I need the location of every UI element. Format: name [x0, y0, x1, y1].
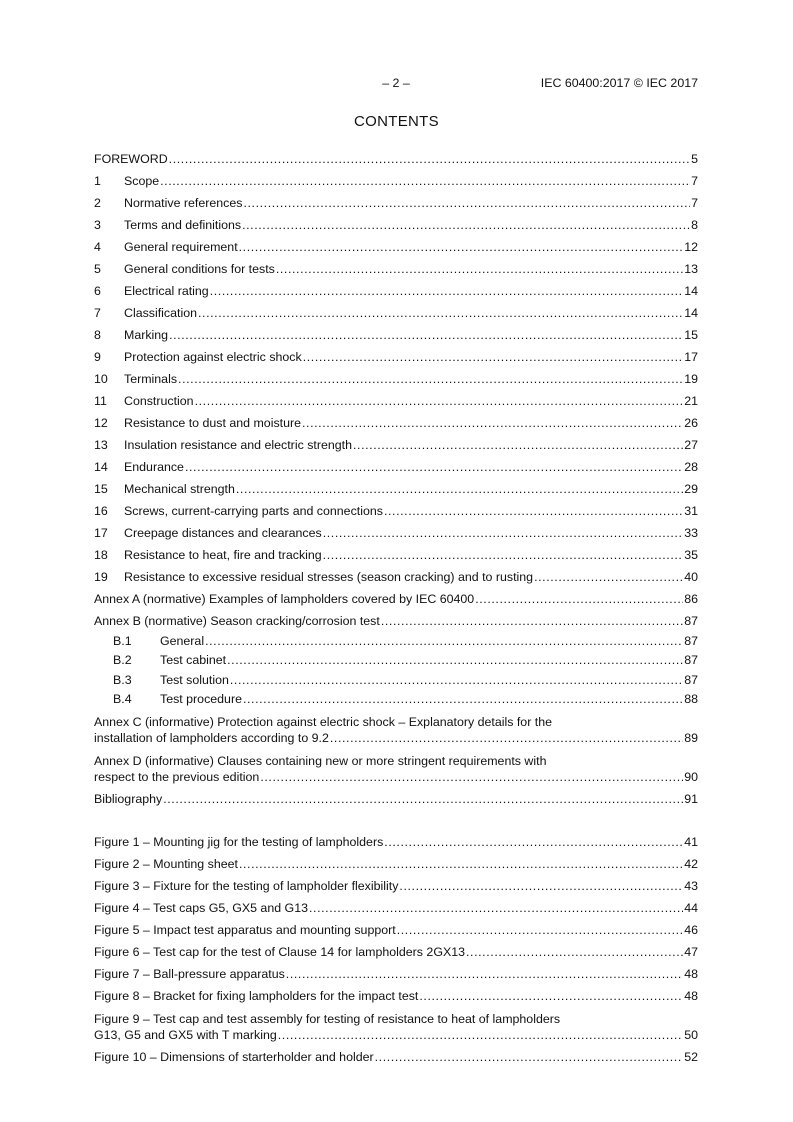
- toc-entry-clause[interactable]: [94, 497, 698, 519]
- toc-entry-label: Test cabinet: [160, 653, 227, 667]
- toc-entry-number: 15: [94, 482, 108, 496]
- toc-entry-label: Construction: [124, 394, 194, 408]
- toc-entry-page: 87: [684, 614, 698, 628]
- toc-entry-label: Normative references: [124, 196, 243, 210]
- toc-subentry[interactable]: [94, 668, 698, 688]
- toc-entry-number: 17: [94, 526, 108, 540]
- toc-entry-label: Insulation resistance and electric strength: [124, 438, 352, 452]
- toc-entry-label: Annex A (normative) Examples of lampholders covered by IEC 60400: [94, 592, 475, 606]
- leader-dots: [384, 504, 683, 519]
- leader-dots: [242, 218, 690, 233]
- toc-entry-annex-d[interactable]: [94, 746, 698, 785]
- toc-entry-number: 16: [94, 504, 108, 518]
- toc-entry-number: B.1: [113, 633, 132, 648]
- toc-entry-label: Terminals: [124, 372, 178, 386]
- toc-entry-label: Test procedure: [160, 692, 242, 706]
- toc-entry-number: 2: [94, 196, 101, 210]
- toc-entry-label: Screws, current-carrying parts and connections: [124, 504, 383, 518]
- leader-dots: [169, 152, 690, 167]
- leader-dots: [303, 350, 684, 365]
- toc-entry-page: 86: [684, 592, 698, 606]
- figure-entry-page: 46: [684, 923, 698, 937]
- leader-dots: [278, 1027, 683, 1043]
- toc-entry-number: 19: [94, 570, 108, 584]
- toc-entry-page: 35: [684, 548, 698, 562]
- toc-entry-page: 14: [684, 284, 698, 298]
- figure-entry-page: 50: [684, 1028, 698, 1042]
- toc-entry-annex-a[interactable]: [94, 585, 698, 607]
- figure-entry[interactable]: [94, 982, 698, 1004]
- toc-entry-clause[interactable]: [94, 255, 698, 277]
- toc-entry-number: 7: [94, 306, 101, 320]
- toc-entry-page: 28: [684, 460, 698, 474]
- toc-entry-clause[interactable]: [94, 409, 698, 431]
- leader-dots: [399, 879, 683, 894]
- toc-entry-label: Annex C (informative) Protection against electric shock – Explanatory details for the: [94, 715, 552, 729]
- page-number: – 2 –: [382, 76, 410, 90]
- toc-entry-page: 21: [684, 394, 698, 408]
- figure-entry-label: Figure 3 – Fixture for the testing of lampholder flexibility: [94, 879, 399, 893]
- toc-entry-clause[interactable]: [94, 321, 698, 343]
- toc-entry-clause[interactable]: [94, 277, 698, 299]
- toc-entry-label: Classification: [124, 306, 197, 320]
- toc-entry-label: Resistance to dust and moisture: [124, 416, 302, 430]
- toc-entry-label: Protection against electric shock: [124, 350, 302, 364]
- leader-dots: [260, 769, 683, 785]
- figure-entry-page: 41: [684, 835, 698, 849]
- toc-entry-number: 9: [94, 350, 101, 364]
- toc-entry-page: 7: [691, 196, 698, 210]
- toc-entry-page: 15: [684, 328, 698, 342]
- toc-entry-label: General conditions for tests: [124, 262, 275, 276]
- leader-dots: [286, 967, 683, 982]
- leader-dots: [534, 570, 683, 585]
- toc-entry-page: 27: [684, 438, 698, 452]
- page-title: CONTENTS: [354, 113, 439, 130]
- toc-entry-number: 5: [94, 262, 101, 276]
- leader-dots: [169, 328, 683, 343]
- figure-entry-10[interactable]: [94, 1043, 698, 1065]
- figure-entry-label: Figure 6 – Test cap for the test of Clause 14 for lampholders 2GX13: [94, 945, 466, 959]
- toc-entry-number: 10: [94, 372, 108, 386]
- toc-entry-number: B.3: [113, 672, 132, 687]
- toc-entry-clause[interactable]: [94, 519, 698, 541]
- toc-entry-clause[interactable]: [94, 211, 698, 233]
- leader-dots: [309, 901, 683, 916]
- toc-entry-label: Test solution: [160, 672, 229, 687]
- figure-entry-label: Figure 9 – Test cap and test assembly for testing of resistance to heat of lampholders: [94, 1012, 561, 1026]
- toc-entry-page: 12: [684, 240, 698, 254]
- leader-dots: [397, 923, 684, 938]
- toc-entry-page: 90: [684, 770, 698, 784]
- toc-entry-clause[interactable]: [94, 189, 698, 211]
- toc-entry-number: 18: [94, 548, 108, 562]
- figure-entry[interactable]: [94, 938, 698, 960]
- toc-entry-label: Annex D (informative) Clauses containing new or more stringent requirements with: [94, 754, 547, 768]
- toc-entry-label: Annex B (normative) Season cracking/corrosion test: [94, 614, 380, 628]
- figure-entry-label: Figure 5 – Impact test apparatus and mounting support: [94, 923, 396, 937]
- toc-entry-number: 4: [94, 240, 101, 254]
- toc-entry-annex-b[interactable]: [94, 607, 698, 629]
- figure-entry-label: Figure 1 – Mounting jig for the testing of lampholders: [94, 835, 384, 849]
- toc-entry-label-continued: respect to the previous edition: [94, 770, 260, 784]
- figure-entry[interactable]: [94, 850, 698, 872]
- toc-entry-label: Bibliography: [94, 792, 163, 806]
- toc-entry-number: 3: [94, 218, 101, 232]
- leader-dots: [195, 394, 684, 409]
- toc-entry-page: 88: [684, 692, 698, 706]
- toc-entry-clause[interactable]: [94, 299, 698, 321]
- toc-entry-page: 87: [684, 633, 698, 648]
- toc-entry-page: 91: [684, 792, 698, 806]
- toc-entry-label: General: [160, 633, 205, 648]
- leader-dots: [239, 857, 683, 872]
- toc-entry-number: B.4: [113, 692, 132, 706]
- toc-entry-clause[interactable]: [94, 541, 698, 563]
- toc-entry-number: 14: [94, 460, 108, 474]
- toc-subentry[interactable]: [94, 629, 698, 649]
- toc-subentry[interactable]: [94, 688, 698, 708]
- figure-entry-page: 44: [684, 901, 698, 915]
- figure-entry-label: Figure 7 – Ball-pressure apparatus: [94, 967, 285, 981]
- section-spacer: [94, 807, 698, 828]
- toc-entry-page: 29: [684, 482, 698, 496]
- toc-entry-page: 87: [684, 653, 698, 667]
- toc-entry-clause[interactable]: [94, 365, 698, 387]
- toc-entry-clause[interactable]: [94, 475, 698, 497]
- figure-entry-label: Figure 8 – Bracket for fixing lampholders for the impact test: [94, 989, 419, 1003]
- toc-entry-number: 13: [94, 438, 108, 452]
- figure-entry-9[interactable]: [94, 1004, 698, 1043]
- toc-entry-bibliography[interactable]: [94, 785, 698, 807]
- toc-entry-page: 14: [684, 306, 698, 320]
- toc-entry-clause[interactable]: [94, 563, 698, 585]
- toc-entry-annex-c[interactable]: [94, 707, 698, 746]
- toc-entry-page: 17: [684, 350, 698, 364]
- toc-entry-clause[interactable]: [94, 387, 698, 409]
- toc-entry-page: 33: [684, 526, 698, 540]
- leader-dots: [466, 945, 683, 960]
- toc-entry-page: 5: [691, 152, 698, 166]
- leader-dots: [185, 460, 683, 475]
- leader-dots: [475, 592, 683, 607]
- toc-entry-number: 6: [94, 284, 101, 298]
- toc-entry-page: 19: [684, 372, 698, 386]
- table-of-contents: [94, 145, 698, 1065]
- toc-entry-label: Resistance to heat, fire and tracking: [124, 548, 322, 562]
- figure-entry-label: Figure 10 – Dimensions of starterholder and holder: [94, 1050, 374, 1064]
- figure-entry-page: 52: [684, 1050, 698, 1064]
- leader-dots: [353, 438, 683, 453]
- leader-dots: [239, 240, 684, 255]
- standard-reference: IEC 60400:2017 © IEC 2017: [540, 76, 698, 90]
- figure-entry-page: 47: [684, 945, 698, 959]
- leader-dots: [210, 284, 684, 299]
- figure-entry-page: 42: [684, 857, 698, 871]
- leader-dots: [302, 416, 683, 431]
- figure-entry[interactable]: [94, 828, 698, 850]
- leader-dots: [323, 548, 684, 563]
- leader-dots: [205, 634, 683, 649]
- page-header: [94, 76, 698, 92]
- leader-dots: [160, 174, 690, 189]
- figure-entry-label-continued: G13, G5 and GX5 with T marking: [94, 1028, 277, 1042]
- leader-dots: [419, 989, 683, 1004]
- toc-entry-number: 11: [94, 394, 107, 408]
- leader-dots: [236, 482, 683, 497]
- toc-entry-label: Resistance to excessive residual stresses (season cracking) and to rusting: [124, 570, 534, 584]
- leader-dots: [178, 372, 683, 387]
- leader-dots: [323, 526, 684, 541]
- toc-entry-label: Mechanical strength: [124, 482, 235, 496]
- toc-entry-label: General requirement: [124, 240, 238, 254]
- figure-entry-page: 48: [684, 989, 698, 1003]
- toc-entry-page: 40: [684, 570, 698, 584]
- leader-dots: [384, 835, 683, 850]
- toc-entry-label: Electrical rating: [124, 284, 209, 298]
- figure-entry[interactable]: [94, 916, 698, 938]
- toc-entry-label: Endurance: [124, 460, 184, 474]
- toc-entry-number: 1: [94, 174, 101, 188]
- toc-entry-page: 8: [691, 218, 698, 232]
- leader-dots: [230, 673, 683, 688]
- toc-entry-foreword[interactable]: [94, 145, 698, 167]
- toc-entry-page: 87: [684, 672, 698, 687]
- toc-entry-label-continued: installation of lampholders according to 9.2: [94, 731, 329, 745]
- figure-entry-page: 43: [684, 879, 698, 893]
- figure-entry[interactable]: [94, 894, 698, 916]
- toc-entry-clause[interactable]: [94, 167, 698, 189]
- toc-entry-clause[interactable]: [94, 431, 698, 453]
- toc-entry-number: 12: [94, 416, 108, 430]
- figure-entry[interactable]: [94, 960, 698, 982]
- toc-entry-page: 26: [684, 416, 698, 430]
- figure-entry[interactable]: [94, 872, 698, 894]
- toc-entry-page: 7: [691, 174, 698, 188]
- toc-entry-number: 8: [94, 328, 101, 342]
- toc-subentry[interactable]: [94, 649, 698, 669]
- leader-dots: [276, 262, 683, 277]
- leader-dots: [227, 653, 683, 668]
- toc-entry-label: Scope: [124, 174, 160, 188]
- toc-entry-label: Marking: [124, 328, 169, 342]
- leader-dots: [163, 792, 683, 807]
- toc-entry-clause[interactable]: [94, 343, 698, 365]
- toc-entry-number: B.2: [113, 653, 132, 667]
- toc-entry-page: 31: [684, 504, 698, 518]
- leader-dots: [198, 306, 683, 321]
- toc-entry-label: FOREWORD: [94, 152, 168, 166]
- toc-entry-page: 13: [684, 262, 698, 276]
- toc-entry-page: 89: [684, 731, 698, 745]
- figure-entry-page: 48: [684, 967, 698, 981]
- leader-dots: [375, 1050, 684, 1065]
- leader-dots: [243, 692, 683, 707]
- figure-entry-label: Figure 2 – Mounting sheet: [94, 857, 238, 871]
- toc-entry-label: Terms and definitions: [124, 218, 242, 232]
- leader-dots: [381, 614, 683, 629]
- leader-dots: [330, 730, 683, 746]
- toc-entry-clause[interactable]: [94, 233, 698, 255]
- toc-entry-label: Creepage distances and clearances: [124, 526, 322, 540]
- figure-entry-label: Figure 4 – Test caps G5, GX5 and G13: [94, 901, 308, 915]
- toc-entry-clause[interactable]: [94, 453, 698, 475]
- leader-dots: [243, 196, 690, 211]
